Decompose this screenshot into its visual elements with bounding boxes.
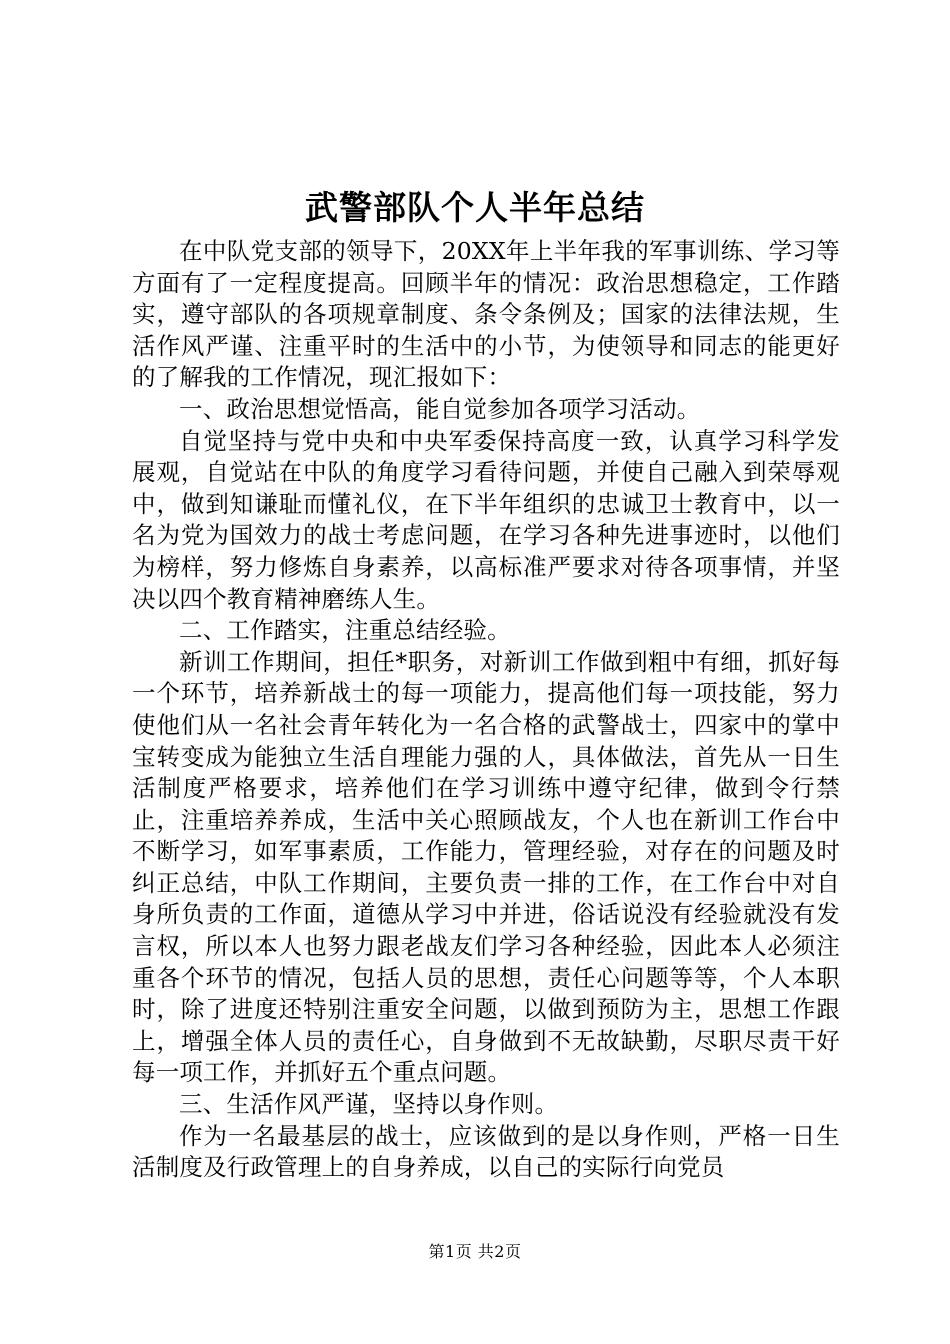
section-heading-1: 一、政治思想觉悟高，能自觉参加各项学习活动。 (179, 394, 701, 423)
paragraph-section-2: 新训工作期间，担任*职务，对新训工作做到粗中有细，抓好每一个环节，培养新战士的每一项能力，提高他们每一项技能，努力使他们从一名社会青年转化为一名合格的武警战士，四家中的掌中宝转变成为能独立生活自理能力强的人，具体做法，首先从一日生活制度严格要求，培养他们在学习训练中遵守纪律，做到令行禁止，注重培养养成，生活中关心照顾战友，个人也在新训工作台中不断学习，如军事素质，工作能力，管理经验，对存在的问题及时纠正总结，中队工作期间，主要负责一排的工作，在工作台中对自身所负责的工作面，道德从学习中并进，俗话说没有经验就没有发言权，所以本人也努力跟老战友们学习各种经验，因此本人必须注重各个环节的情况，包括人员的思想，责任心问题等等，个人本职时，除了进度还特别注重安全问题，以做到预防为主，思想工作跟上，增强全体人员的责任心，自身做到不无故缺勤，尽职尽责干好每一项工作，并抓好五个重点问题。 (132, 647, 840, 1087)
paragraph-section-1: 自觉坚持与党中央和中央军委保持高度一致，认真学习科学发展观，自觉站在中队的角度学习看待问题，并使自己融入到荣辱观中，做到知谦耻而懂礼仪，在下半年组织的忠诚卫士教育中，以一名为党为国效力的战士考虑问题，在学习各种先进事迹时，以他们为榜样，努力修炼自身素养，以高标准严要求对待各项事情，并坚决以四个教育精神磨练人生。 (132, 426, 840, 613)
document-body (132, 236, 840, 1184)
page-number-footer: 第1页 共2页 (428, 1242, 522, 1261)
document-title: 武警部队个人半年总结 (305, 188, 645, 227)
section-heading-2: 二、工作踏实，注重总结经验。 (179, 616, 511, 645)
paragraph-section-3: 作为一名最基层的战士，应该做到的是以身作则，严格一日生活制度及行政管理上的自身养成，以自己的实际行向党员 (132, 1121, 840, 1182)
section-heading-3: 三、生活作风严谨，坚持以身作则。 (179, 1090, 559, 1119)
paragraph-intro: 在中队党支部的领导下，20XX年上半年我的军事训练、学习等方面有了一定程度提高。回顾半年的情况：政治思想稳定，工作踏实，遵守部队的各项规章制度、条令条例及；国家的法律法规，生活作风严谨、注重平时的生活中的小节，为使领导和同志的能更好的了解我的工作情况，现汇报如下： (132, 237, 840, 392)
